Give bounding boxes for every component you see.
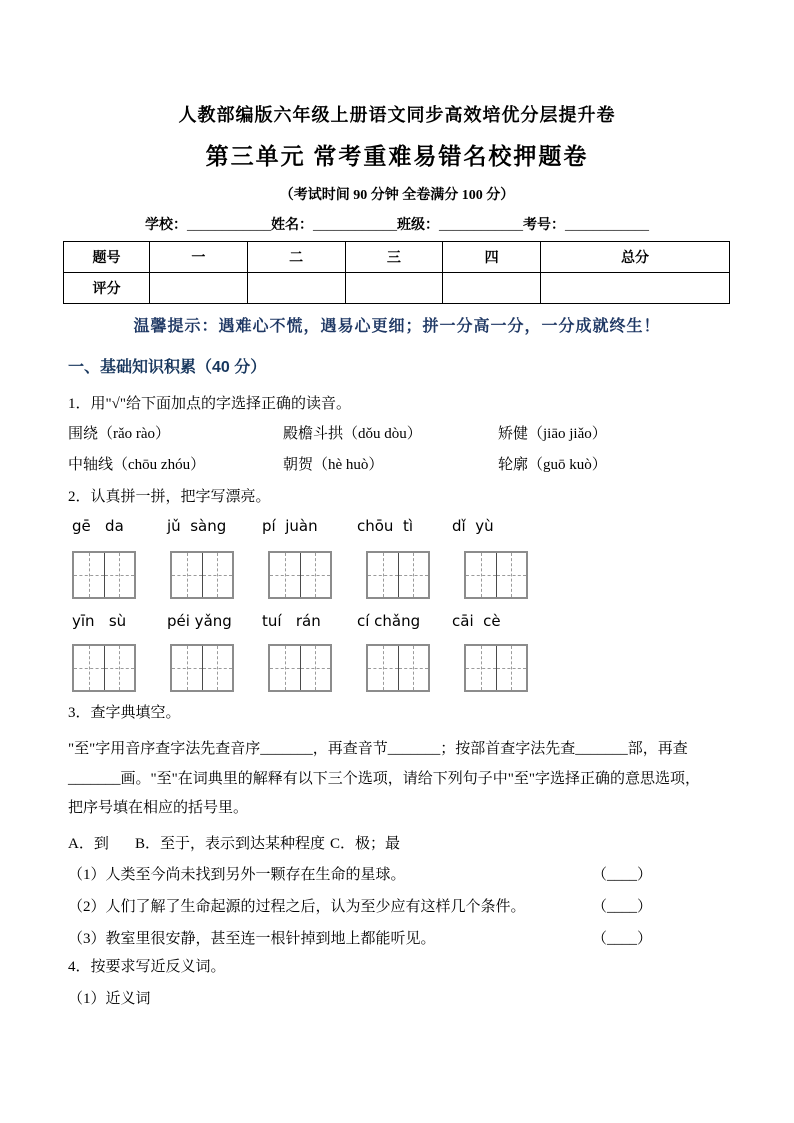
q3-fill-line1: "至"字用音序查字法先查音序_______，再查音节_______；按部首查字法先查_______部，再查 bbox=[68, 741, 688, 757]
pinyin-label: jǔ sàng bbox=[167, 517, 227, 535]
grid-cell bbox=[202, 646, 233, 690]
q1-item: 朝贺（hè huò） bbox=[283, 457, 384, 473]
q3-stem: 3．查字典填空。 bbox=[68, 705, 181, 721]
q1-item: 矫健（jiāo jiǎo） bbox=[498, 426, 607, 442]
q3-option-b: B．至于，表示到达某种程度 bbox=[135, 836, 326, 852]
score-cell-empty bbox=[541, 273, 730, 304]
score-cell-empty bbox=[345, 273, 443, 304]
q4-subitem-synonyms: （1）近义词 bbox=[68, 991, 151, 1007]
score-table-cell-part3: 三 bbox=[345, 242, 443, 273]
grid-cell bbox=[398, 646, 429, 690]
writing-grid bbox=[170, 644, 234, 692]
name-label: 姓名： bbox=[271, 218, 313, 233]
q1-item: 围绕（rǎo rào） bbox=[68, 426, 171, 442]
warm-reminder: 温馨提示：遇难心不慌，遇易心更细；拼一分高一分，一分成就终生！ bbox=[133, 318, 661, 335]
q3-meaning-options bbox=[68, 835, 728, 854]
score-table-cell-part2: 二 bbox=[247, 242, 345, 273]
pinyin-label: cāi cè bbox=[452, 612, 501, 630]
grid-cell bbox=[104, 553, 135, 597]
grid-cell bbox=[398, 553, 429, 597]
pinyin-label: chōu tì bbox=[357, 517, 414, 535]
grid-cell bbox=[270, 553, 300, 597]
school-label: 学校： bbox=[145, 218, 187, 233]
grid-cell bbox=[172, 553, 202, 597]
grid-cell bbox=[368, 646, 398, 690]
q1-stem: 1．用"√"给下面加点的字选择正确的读音。 bbox=[68, 396, 351, 412]
q3-option-a: A．到 bbox=[68, 836, 109, 852]
pinyin-label: dǐ yù bbox=[452, 517, 494, 535]
pinyin-label: yīn sù bbox=[72, 612, 127, 630]
grid-cell bbox=[202, 553, 233, 597]
grid-cell bbox=[270, 646, 300, 690]
grid-cell bbox=[466, 553, 496, 597]
sentence-text: （2）人们了解了生命起源的过程之后，认为至少应有这样几个条件。 bbox=[68, 899, 526, 915]
sentence-text: （1）人类至今尚未找到另外一颗存在生命的星球。 bbox=[68, 867, 406, 883]
grid-cell bbox=[300, 646, 331, 690]
score-cell-empty bbox=[443, 273, 541, 304]
exam-time-score-line: （考试时间 90 分钟 全卷满分 100 分） bbox=[279, 188, 515, 203]
writing-grid bbox=[366, 644, 430, 692]
score-table-cell-part4: 四 bbox=[443, 242, 541, 273]
exam-number-label: 考号： bbox=[523, 218, 565, 233]
grid-cell bbox=[172, 646, 202, 690]
writing-grid bbox=[464, 551, 528, 599]
writing-grid bbox=[72, 551, 136, 599]
grid-cell bbox=[104, 646, 135, 690]
name-blank: ____________ bbox=[313, 218, 397, 233]
writing-grid bbox=[268, 551, 332, 599]
q1-options-row2 bbox=[68, 456, 728, 475]
writing-grid bbox=[366, 551, 430, 599]
q2-writing-grids-row1 bbox=[72, 551, 632, 599]
q3-sentence-2 bbox=[68, 895, 728, 916]
pinyin-label: pí juàn bbox=[262, 517, 318, 535]
grid-cell bbox=[496, 646, 527, 690]
q4-stem: 4．按要求写近反义词。 bbox=[68, 959, 226, 975]
pinyin-label: cí chǎng bbox=[357, 612, 421, 630]
q1-options-row1 bbox=[68, 425, 728, 444]
writing-grid bbox=[170, 551, 234, 599]
score-row-label: 评分 bbox=[64, 273, 150, 304]
class-blank: ____________ bbox=[439, 218, 523, 233]
q2-pinyin-row1 bbox=[72, 517, 632, 535]
answer-bracket: （____） bbox=[592, 867, 653, 883]
q2-stem: 2．认真拼一拼，把字写漂亮。 bbox=[68, 489, 271, 505]
score-cell-empty bbox=[247, 273, 345, 304]
q2-writing-grids-row2 bbox=[72, 644, 632, 692]
q2-pinyin-row2 bbox=[72, 612, 632, 630]
q3-fill-line3: 把序号填在相应的括号里。 bbox=[68, 800, 249, 816]
score-cell-empty bbox=[150, 273, 248, 304]
score-table-score-row bbox=[64, 273, 730, 304]
school-blank: ____________ bbox=[187, 218, 271, 233]
q1-item: 轮廓（guō kuò） bbox=[498, 457, 607, 473]
class-label: 班级： bbox=[397, 218, 439, 233]
sentence-text: （3）教室里很安静，甚至连一根针掉到地上都能听见。 bbox=[68, 931, 436, 947]
writing-grid bbox=[464, 644, 528, 692]
paper-main-title: 第三单元 常考重难易错名校押题卷 bbox=[205, 144, 589, 169]
pinyin-label: gē da bbox=[72, 517, 124, 535]
grid-cell bbox=[300, 553, 331, 597]
pinyin-label: tuí rán bbox=[262, 612, 321, 630]
section1-heading: 一、基础知识积累（40 分） bbox=[68, 359, 267, 376]
grid-cell bbox=[368, 553, 398, 597]
score-table-header-row bbox=[64, 242, 730, 273]
score-table bbox=[63, 241, 730, 304]
grid-cell bbox=[74, 646, 104, 690]
writing-grid bbox=[268, 644, 332, 692]
grid-cell bbox=[74, 553, 104, 597]
paper-series-title: 人教部编版六年级上册语文同步高效培优分层提升卷 bbox=[178, 105, 616, 125]
score-table-cell-question-number: 题号 bbox=[64, 242, 150, 273]
q3-option-c: C．极；最 bbox=[330, 836, 401, 852]
q1-item: 中轴线（chōu zhóu） bbox=[68, 457, 206, 473]
score-table-cell-part1: 一 bbox=[150, 242, 248, 273]
answer-bracket: （____） bbox=[592, 899, 653, 915]
q3-sentence-1 bbox=[68, 863, 728, 884]
writing-grid bbox=[72, 644, 136, 692]
grid-cell bbox=[466, 646, 496, 690]
q1-item: 殿檐斗拱（dǒu dòu） bbox=[283, 426, 422, 442]
grid-cell bbox=[496, 553, 527, 597]
answer-bracket: （____） bbox=[592, 931, 653, 947]
q3-fill-line2: _______画。"至"在词典里的解释有以下三个选项，请给下列句子中"至"字选择正确的意思选项， bbox=[68, 771, 700, 787]
pinyin-label: péi yǎng bbox=[167, 612, 232, 630]
q3-sentence-3 bbox=[68, 927, 728, 948]
score-table-cell-total: 总分 bbox=[541, 242, 730, 273]
exam-number-blank: ____________ bbox=[565, 218, 649, 233]
student-info-line bbox=[0, 214, 794, 234]
